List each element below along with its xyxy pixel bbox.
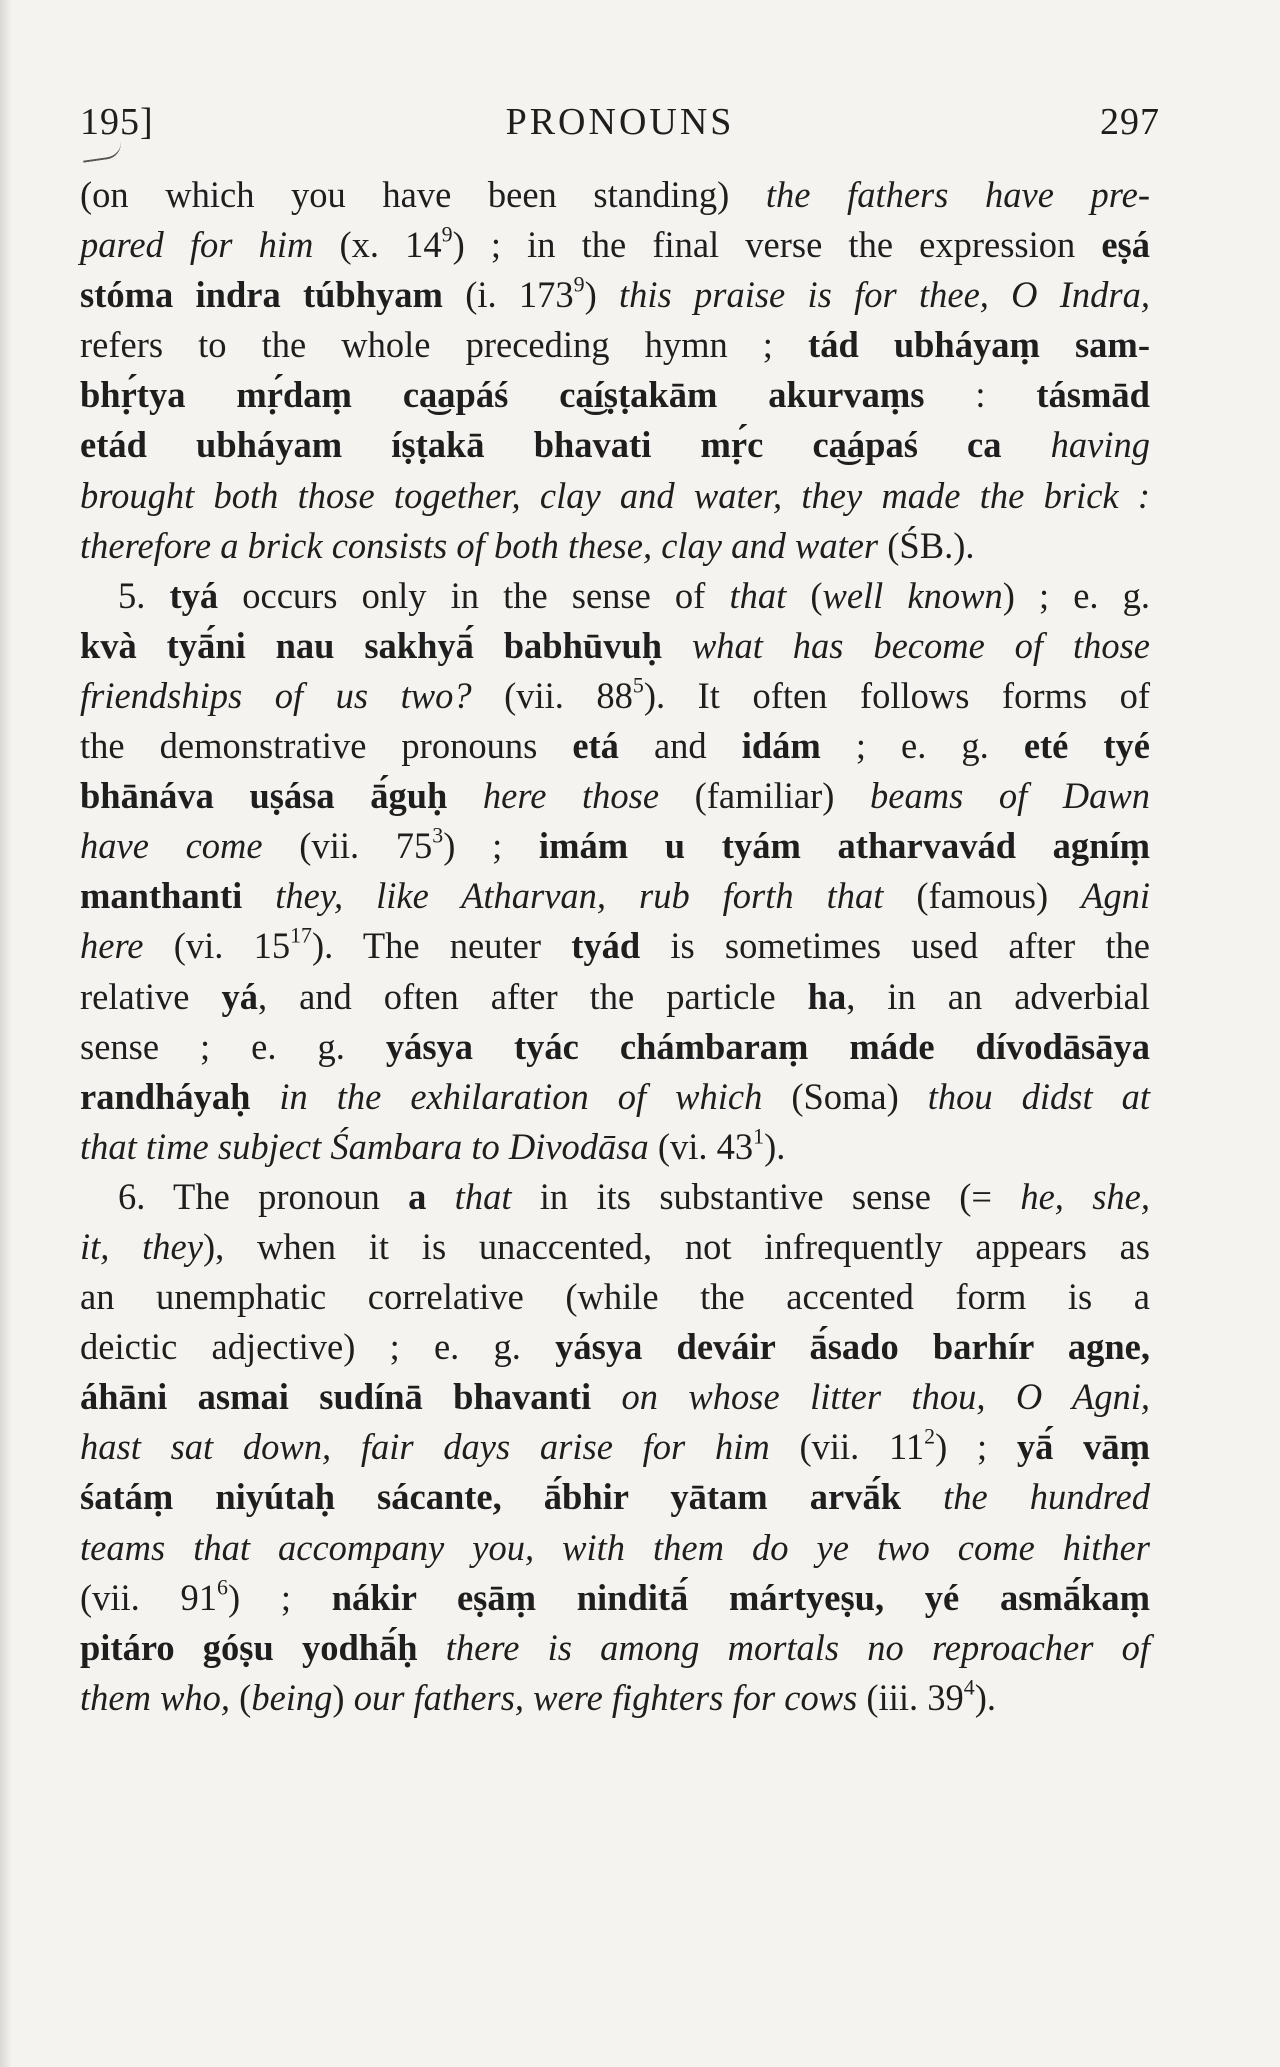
text-line: áhāni asmai sudínā bhavanti on whose litter thou, O Agni, <box>80 1376 1151 1418</box>
text-line: bhānáva uṣása ā́guḥ here those (familiar) beams of Dawn <box>80 775 1151 817</box>
running-title: PRONOUNS <box>505 101 735 143</box>
text-line: here (vi. $15^{17}$). The neuter tyád is sometimes used after the <box>80 923 1150 967</box>
text-line: it, they), when it is unaccented, not infrequently appears as <box>80 1225 1151 1267</box>
text-line: teams that accompany you, with them do ye two come hither <box>80 1526 1150 1568</box>
text-line: brought both those together, clay and water, they made the brick : <box>80 474 1150 516</box>
text-line: them who, (being) our fathers, were fighters for cows (iii. $39^4$). <box>80 1674 996 1718</box>
text-line: manthanti they, like Atharvan, rub forth that (famous) Agni <box>80 875 1151 917</box>
text-line: kvà tyā́ni nau sakhyā́ babhūvuḥ what has become of those <box>80 624 1150 666</box>
text-line: śatáṃ niyútaḥ sácante, ā́bhir yātam arvā́k the hundred <box>80 1476 1151 1518</box>
text-line: etád ubháyam íṣṭakā bhavati mṛ́c ca͜ápaś ca having <box>80 424 1150 466</box>
text-line: randháyaḥ in the exhilaration of which (Soma) thou didst at <box>80 1075 1151 1117</box>
text-line: refers to the whole preceding hymn ; tád ubháyaṃ sam- <box>80 324 1150 366</box>
text-line: relative yá, and often after the particle ha, in an adverbial <box>80 975 1150 1017</box>
running-header <box>80 100 1160 150</box>
text-line: (on which you have been standing) the fathers have pre- <box>80 174 1150 215</box>
text-line: that time subject Śambara to Divodāsa (vi. $43^1$). <box>80 1123 786 1167</box>
paragraph-6-start: 6. The pronoun a that in its substantive sense (= he, she, <box>118 1175 1150 1217</box>
text-line: an unemphatic correlative (while the accented form is a <box>80 1276 1150 1318</box>
text-line: pitáro góṣu yodhā́ḥ there is among mortals no reproacher of <box>80 1626 1150 1668</box>
text-line: hast sat down, fair days arise for him (vii. $11^2$) ; yā́ vāṃ <box>80 1424 1150 1468</box>
text-line: the demonstrative pronouns etá and idám ; e. g. eté tyé <box>80 725 1151 767</box>
text-line: sense ; e. g. yásya tyác chámbaraṃ máde dívodāsāya <box>80 1025 1150 1067</box>
text-line: stóma indra túbhyam (i. $173^9$) this praise is for thee, O Indra, <box>80 271 1151 316</box>
text-line: (vii. $91^6$) ; nákir eṣāṃ ninditā́ mártyeṣu, yé asmā́kaṃ <box>80 1574 1151 1618</box>
text-line: deictic adjective) ; e. g. yásya deváir ā́sado barhír agne, <box>80 1326 1150 1368</box>
page-gutter-shadow <box>0 0 12 2067</box>
paragraph-5-start: 5. tyá occurs only in the sense of that (well known) ; e. g. <box>118 574 1151 616</box>
text-line: friendships of us two? (vii. $88^5$). It often follows forms of <box>80 672 1150 716</box>
section-number: 195] <box>80 101 154 143</box>
body-text <box>80 170 1150 1723</box>
text-line: bhṛ́tya mṛ́daṃ ca͜apáś ca͜íṣṭakām akurvaṃs : tásmād <box>80 374 1150 416</box>
section-pencil-mark <box>81 141 123 162</box>
text-line: pared for him (x. $14^9$) ; in the final verse the expression eṣá <box>80 221 1151 266</box>
text-line: have come (vii. $75^3$) ; imám u tyám atharvavád agníṃ <box>80 822 1151 867</box>
text-line: therefore a brick consists of both these, clay and water (ŚB.). <box>80 524 975 566</box>
page-number: 297 <box>1100 101 1160 143</box>
